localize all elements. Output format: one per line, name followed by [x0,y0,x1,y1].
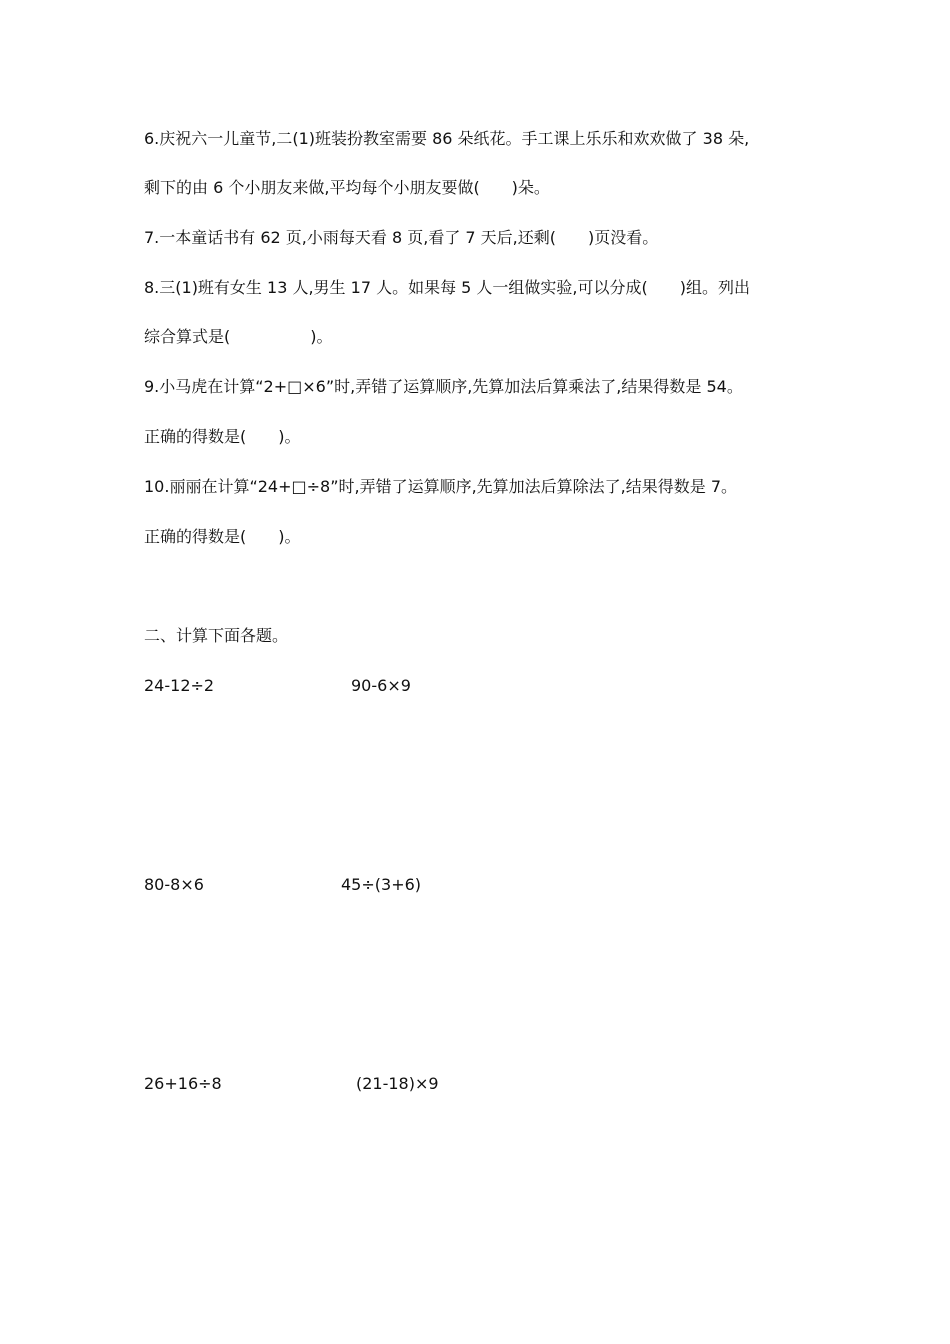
calc-expression-2: 90-6×9 [351,676,411,695]
question-6-line-2: 剩下的由 6 个小朋友来做,平均每个小朋友要做( )朵。 [144,178,550,197]
question-8-line-1: 8.三(1)班有女生 13 人,男生 17 人。如果每 5 人一组做实验,可以分成( )组。列出 [144,278,751,297]
calc-expression-3: 80-8×6 [144,875,204,894]
calc-expression-6: (21-18)×9 [356,1074,439,1093]
question-8-line-2: 综合算式是( )。 [144,327,333,346]
question-10-line-1: 10.丽丽在计算“24+□÷8”时,弄错了运算顺序,先算加法后算除法了,结果得数是 7。 [144,477,738,496]
question-6-line-1: 6.庆祝六一儿童节,二(1)班装扮教室需要 86 朵纸花。手工课上乐乐和欢欢做了 38 朵, [144,129,750,148]
question-9-line-1: 9.小马虎在计算“2+□×6”时,弄错了运算顺序,先算加法后算乘法了,结果得数是 54。 [144,377,743,396]
calc-expression-5: 26+16÷8 [144,1074,222,1093]
calc-expression-1: 24-12÷2 [144,676,215,695]
calc-expression-4: 45÷(3+6) [341,875,422,894]
question-7-line-1: 7.一本童话书有 62 页,小雨每天看 8 页,看了 7 天后,还剩( )页没看。 [144,228,659,247]
question-9-line-2: 正确的得数是( )。 [144,427,301,446]
section-heading: 二、计算下面各题。 [144,626,289,645]
question-10-line-2: 正确的得数是( )。 [144,527,301,546]
